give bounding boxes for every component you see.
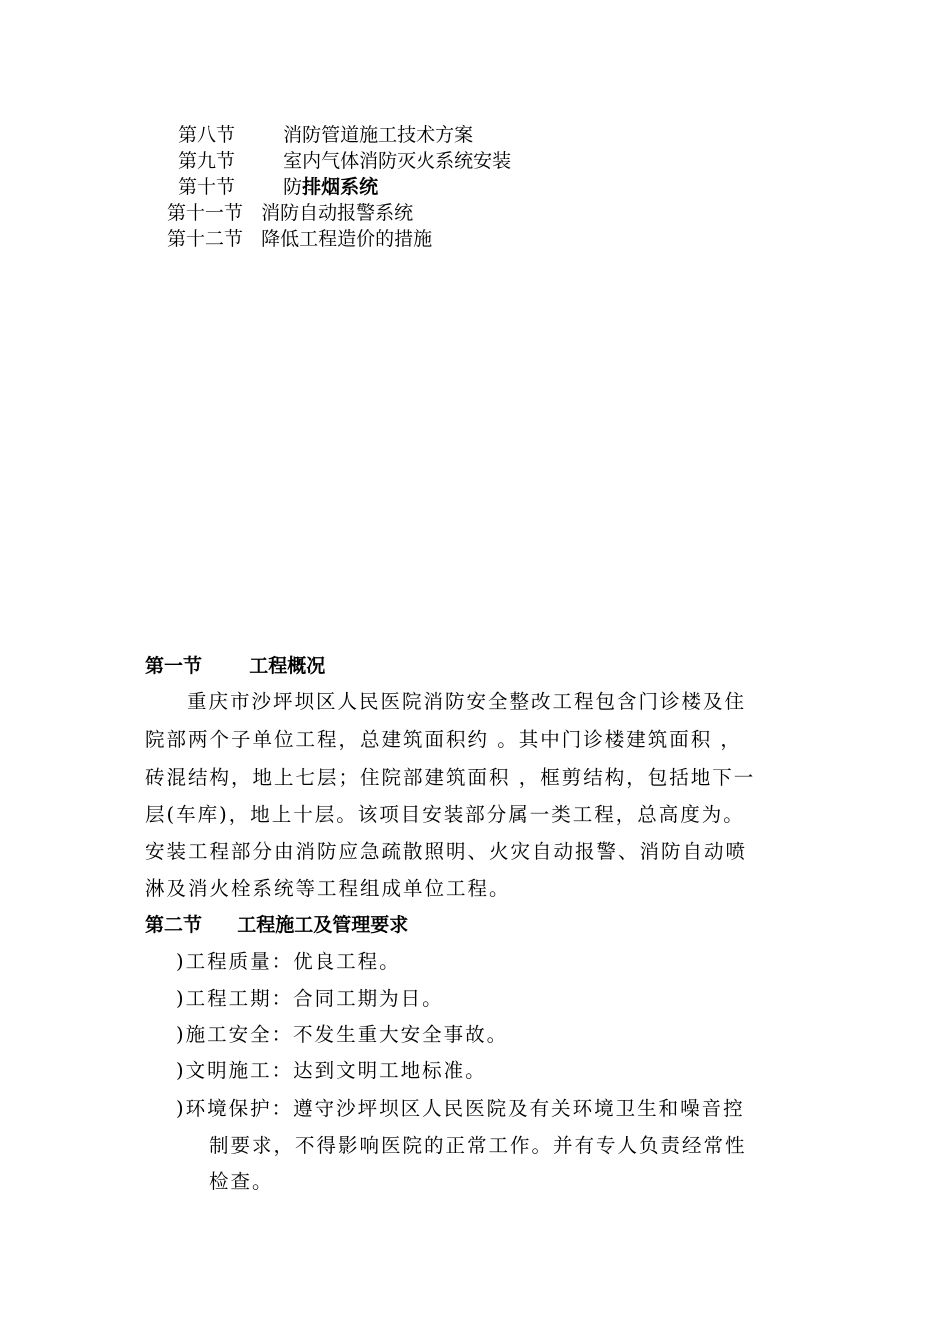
list-item-continuation: 制要求，不得影响医院的正常工作。并有专人负责经常性 (209, 1134, 747, 1157)
list-item: )文明施工：达到文明工地标准。 (176, 1059, 487, 1082)
toc-item-title-bold: 排烟系统 (302, 176, 379, 198)
section-heading-number: 第一节 (145, 655, 203, 677)
toc-item-title: 降低工程造价的措施 (261, 228, 433, 250)
list-item: )工程工期：合同工期为日。 (176, 987, 444, 1010)
toc-item-title: 消防管道施工技术方案 (283, 124, 474, 146)
toc-item-number: 第十一节 (167, 202, 244, 224)
paragraph-line: 院部两个子单位工程，总建筑面积约 。其中门诊楼建筑面积 ， (145, 728, 742, 751)
list-item: )环境保护：遵守沙坪坝区人民医院及有关环境卫生和噪音控 (176, 1097, 745, 1120)
paragraph-line: 层(车库)，地上十层。该项目安装部分属一类工程，总高度为。 (145, 803, 745, 826)
section-heading-title: 工程施工及管理要求 (237, 914, 409, 936)
toc-item-number: 第八节 (178, 124, 236, 146)
list-item: )工程质量：优良工程。 (176, 950, 401, 973)
toc-item[interactable] (167, 226, 432, 252)
list-item-continuation: 检查。 (209, 1170, 274, 1193)
paragraph-line: 安装工程部分由消防应急疏散照明、火灾自动报警、消防自动喷 (145, 840, 748, 863)
toc-item-number: 第十二节 (167, 228, 244, 250)
section-heading (145, 910, 408, 937)
toc-item[interactable] (178, 122, 473, 148)
toc-item-number: 第十节 (178, 176, 236, 198)
list-item: )施工安全：不发生重大安全事故。 (176, 1023, 509, 1046)
toc-item-title-prefix: 防 (283, 176, 303, 198)
section-heading-number: 第二节 (145, 914, 203, 936)
toc-item[interactable] (167, 200, 413, 226)
toc-item-title: 消防自动报警系统 (261, 202, 414, 224)
section-heading-title: 工程概况 (249, 655, 326, 677)
paragraph-line: 砖混结构，地上七层；住院部建筑面积 ，框剪结构，包括地下一 (145, 766, 756, 789)
toc-item-number: 第九节 (178, 150, 236, 172)
toc-item-title: 室内气体消防灭火系统安装 (283, 150, 512, 172)
section-heading (145, 651, 325, 678)
paragraph-line: 重庆市沙坪坝区人民医院消防安全整改工程包含门诊楼及住 (187, 690, 747, 713)
toc-item[interactable] (178, 148, 511, 174)
paragraph-line: 淋及消火栓系统等工程组成单位工程。 (145, 877, 511, 900)
toc-item[interactable] (178, 174, 378, 200)
